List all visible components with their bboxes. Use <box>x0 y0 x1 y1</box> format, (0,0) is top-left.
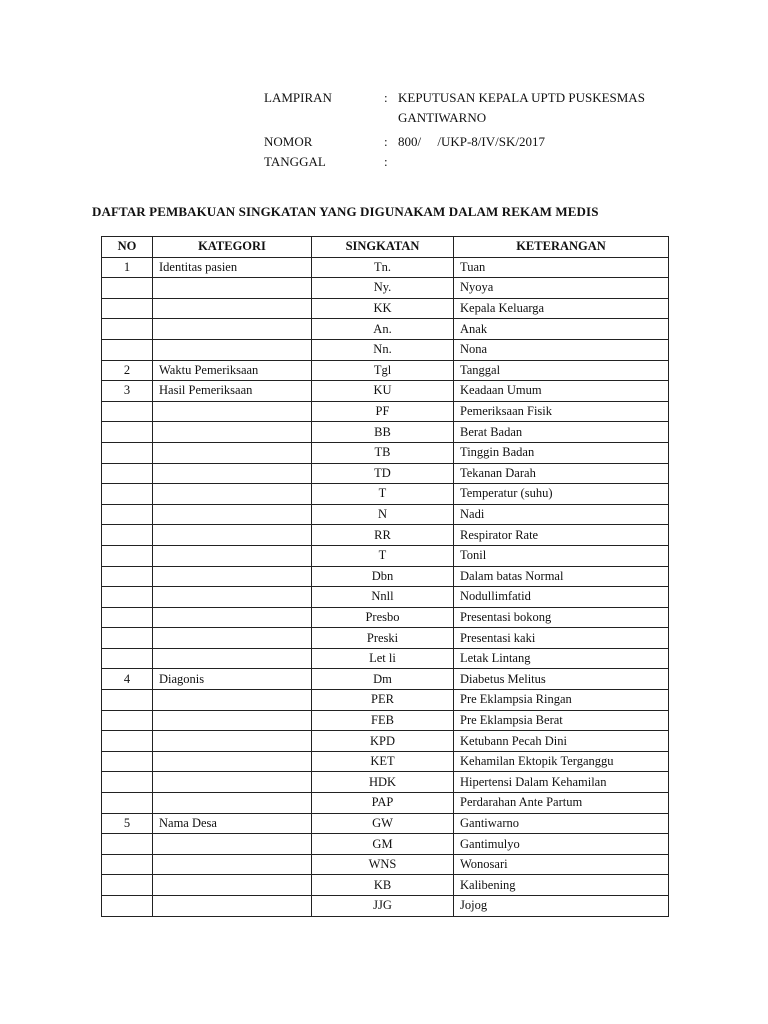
row-singkatan: BB <box>312 422 454 443</box>
table-row <box>102 257 669 278</box>
row-kategori <box>153 690 312 711</box>
row-singkatan: T <box>312 484 454 505</box>
row-kategori <box>153 504 312 525</box>
abbreviation-table <box>101 236 669 917</box>
row-keterangan: Ketubann Pecah Dini <box>454 731 669 752</box>
row-kategori <box>153 710 312 731</box>
row-keterangan: Pre Eklampsia Ringan <box>454 690 669 711</box>
row-number <box>102 339 153 360</box>
row-singkatan: T <box>312 545 454 566</box>
table-row <box>102 401 669 422</box>
row-keterangan: Berat Badan <box>454 422 669 443</box>
row-number <box>102 401 153 422</box>
row-number: 1 <box>102 257 153 278</box>
row-keterangan: Kepala Keluarga <box>454 298 669 319</box>
row-keterangan: Keadaan Umum <box>454 381 669 402</box>
row-keterangan: Presentasi kaki <box>454 628 669 649</box>
column-header-kategori: KATEGORI <box>153 237 312 258</box>
row-number <box>102 463 153 484</box>
row-kategori <box>153 854 312 875</box>
lampiran-row <box>264 88 704 108</box>
row-kategori <box>153 401 312 422</box>
lampiran-label: LAMPIRAN <box>264 90 332 105</box>
nomor-value: 800/ /UKP-8/IV/SK/2017 <box>398 134 545 149</box>
row-number <box>102 731 153 752</box>
row-number <box>102 484 153 505</box>
row-number <box>102 710 153 731</box>
row-kategori <box>153 834 312 855</box>
row-number <box>102 545 153 566</box>
row-singkatan: KB <box>312 875 454 896</box>
row-keterangan: Gantimulyo <box>454 834 669 855</box>
row-keterangan: Letak Lintang <box>454 648 669 669</box>
row-singkatan: Ny. <box>312 278 454 299</box>
row-kategori <box>153 607 312 628</box>
row-keterangan: Wonosari <box>454 854 669 875</box>
tanggal-colon: : <box>384 154 388 169</box>
table-body <box>102 257 669 916</box>
row-kategori <box>153 628 312 649</box>
row-keterangan: Kalibening <box>454 875 669 896</box>
table-row <box>102 813 669 834</box>
row-number: 5 <box>102 813 153 834</box>
table-row <box>102 545 669 566</box>
row-singkatan: Presbo <box>312 607 454 628</box>
row-kategori <box>153 731 312 752</box>
document-title: DAFTAR PEMBAKUAN SINGKATAN YANG DIGUNAKAM DALAM REKAM MEDIS <box>92 204 599 219</box>
nomor-label: NOMOR <box>264 134 313 149</box>
row-kategori <box>153 793 312 814</box>
row-singkatan: Dm <box>312 669 454 690</box>
row-singkatan: Nn. <box>312 339 454 360</box>
lampiran-row-2 <box>264 108 704 128</box>
table-row <box>102 875 669 896</box>
row-kategori <box>153 545 312 566</box>
row-number <box>102 607 153 628</box>
row-keterangan: Diabetus Melitus <box>454 669 669 690</box>
table-row <box>102 587 669 608</box>
table-row <box>102 339 669 360</box>
lampiran-colon: : <box>384 90 388 105</box>
row-singkatan: HDK <box>312 772 454 793</box>
row-singkatan: Let li <box>312 648 454 669</box>
row-kategori <box>153 463 312 484</box>
row-keterangan: Tekanan Darah <box>454 463 669 484</box>
row-number <box>102 875 153 896</box>
row-kategori: Hasil Pemeriksaan <box>153 381 312 402</box>
table-row <box>102 319 669 340</box>
row-singkatan: Tgl <box>312 360 454 381</box>
row-keterangan: Anak <box>454 319 669 340</box>
row-number <box>102 896 153 917</box>
lampiran-value-line2: GANTIWARNO <box>398 110 487 125</box>
row-singkatan: KPD <box>312 731 454 752</box>
row-number <box>102 772 153 793</box>
row-kategori <box>153 587 312 608</box>
row-keterangan: Nadi <box>454 504 669 525</box>
row-keterangan: Hipertensi Dalam Kehamilan <box>454 772 669 793</box>
table-row <box>102 566 669 587</box>
table-row <box>102 381 669 402</box>
row-number <box>102 504 153 525</box>
row-number <box>102 690 153 711</box>
table-row <box>102 504 669 525</box>
table-row <box>102 690 669 711</box>
row-singkatan: TD <box>312 463 454 484</box>
table-row <box>102 793 669 814</box>
table-row <box>102 731 669 752</box>
row-keterangan: Pemeriksaan Fisik <box>454 401 669 422</box>
row-number <box>102 628 153 649</box>
row-keterangan: Presentasi bokong <box>454 607 669 628</box>
row-keterangan: Tuan <box>454 257 669 278</box>
row-number <box>102 648 153 669</box>
table-row <box>102 360 669 381</box>
row-number <box>102 278 153 299</box>
row-kategori <box>153 484 312 505</box>
row-kategori <box>153 319 312 340</box>
row-kategori <box>153 751 312 772</box>
table-row <box>102 772 669 793</box>
row-singkatan: KET <box>312 751 454 772</box>
row-singkatan: FEB <box>312 710 454 731</box>
row-keterangan: Tinggin Badan <box>454 442 669 463</box>
table-row <box>102 710 669 731</box>
row-kategori <box>153 772 312 793</box>
row-singkatan: Tn. <box>312 257 454 278</box>
row-kategori: Nama Desa <box>153 813 312 834</box>
row-singkatan: PF <box>312 401 454 422</box>
row-keterangan: Respirator Rate <box>454 525 669 546</box>
row-keterangan: Nyoya <box>454 278 669 299</box>
row-singkatan: PER <box>312 690 454 711</box>
row-kategori <box>153 339 312 360</box>
row-singkatan: N <box>312 504 454 525</box>
row-singkatan: An. <box>312 319 454 340</box>
row-kategori: Waktu Pemeriksaan <box>153 360 312 381</box>
table-row <box>102 484 669 505</box>
row-kategori <box>153 298 312 319</box>
row-singkatan: GW <box>312 813 454 834</box>
row-number <box>102 422 153 443</box>
row-number <box>102 751 153 772</box>
row-kategori <box>153 525 312 546</box>
row-keterangan: Temperatur (suhu) <box>454 484 669 505</box>
row-number <box>102 587 153 608</box>
table-row <box>102 628 669 649</box>
row-singkatan: Preski <box>312 628 454 649</box>
tanggal-label: TANGGAL <box>264 154 326 169</box>
row-singkatan: JJG <box>312 896 454 917</box>
row-number <box>102 298 153 319</box>
lampiran-value-line1: KEPUTUSAN KEPALA UPTD PUSKESMAS <box>398 90 645 105</box>
row-number: 2 <box>102 360 153 381</box>
row-singkatan: Dbn <box>312 566 454 587</box>
table-row <box>102 442 669 463</box>
row-kategori <box>153 566 312 587</box>
row-keterangan: Nona <box>454 339 669 360</box>
tanggal-row <box>264 152 704 172</box>
table-header-row <box>102 237 669 258</box>
row-keterangan: Gantiwarno <box>454 813 669 834</box>
row-kategori: Diagonis <box>153 669 312 690</box>
table-row <box>102 278 669 299</box>
row-number: 3 <box>102 381 153 402</box>
nomor-colon: : <box>384 134 388 149</box>
table-row <box>102 648 669 669</box>
row-singkatan: WNS <box>312 854 454 875</box>
row-number <box>102 525 153 546</box>
row-singkatan: KK <box>312 298 454 319</box>
row-kategori <box>153 875 312 896</box>
row-kategori <box>153 278 312 299</box>
row-number: 4 <box>102 669 153 690</box>
row-number <box>102 319 153 340</box>
row-keterangan: Tonil <box>454 545 669 566</box>
table-row <box>102 896 669 917</box>
row-number <box>102 854 153 875</box>
row-number <box>102 566 153 587</box>
row-keterangan: Pre Eklampsia Berat <box>454 710 669 731</box>
row-singkatan: TB <box>312 442 454 463</box>
row-keterangan: Kehamilan Ektopik Terganggu <box>454 751 669 772</box>
row-singkatan: PAP <box>312 793 454 814</box>
table-row <box>102 298 669 319</box>
row-number <box>102 442 153 463</box>
column-header-no: NO <box>102 237 153 258</box>
row-singkatan: RR <box>312 525 454 546</box>
table-row <box>102 834 669 855</box>
row-number <box>102 793 153 814</box>
column-header-keterangan: KETERANGAN <box>454 237 669 258</box>
row-keterangan: Perdarahan Ante Partum <box>454 793 669 814</box>
table-row <box>102 669 669 690</box>
row-keterangan: Jojog <box>454 896 669 917</box>
row-kategori <box>153 422 312 443</box>
table-row <box>102 422 669 443</box>
row-singkatan: Nnll <box>312 587 454 608</box>
table-row <box>102 607 669 628</box>
row-kategori <box>153 648 312 669</box>
table-row <box>102 525 669 546</box>
row-kategori: Identitas pasien <box>153 257 312 278</box>
table-row <box>102 751 669 772</box>
row-kategori <box>153 442 312 463</box>
nomor-row <box>264 132 704 152</box>
row-keterangan: Nodullimfatid <box>454 587 669 608</box>
table-row <box>102 854 669 875</box>
row-keterangan: Dalam batas Normal <box>454 566 669 587</box>
row-singkatan: GM <box>312 834 454 855</box>
column-header-singkatan: SINGKATAN <box>312 237 454 258</box>
row-singkatan: KU <box>312 381 454 402</box>
row-number <box>102 834 153 855</box>
row-kategori <box>153 896 312 917</box>
row-keterangan: Tanggal <box>454 360 669 381</box>
table-row <box>102 463 669 484</box>
document-header <box>264 88 704 172</box>
